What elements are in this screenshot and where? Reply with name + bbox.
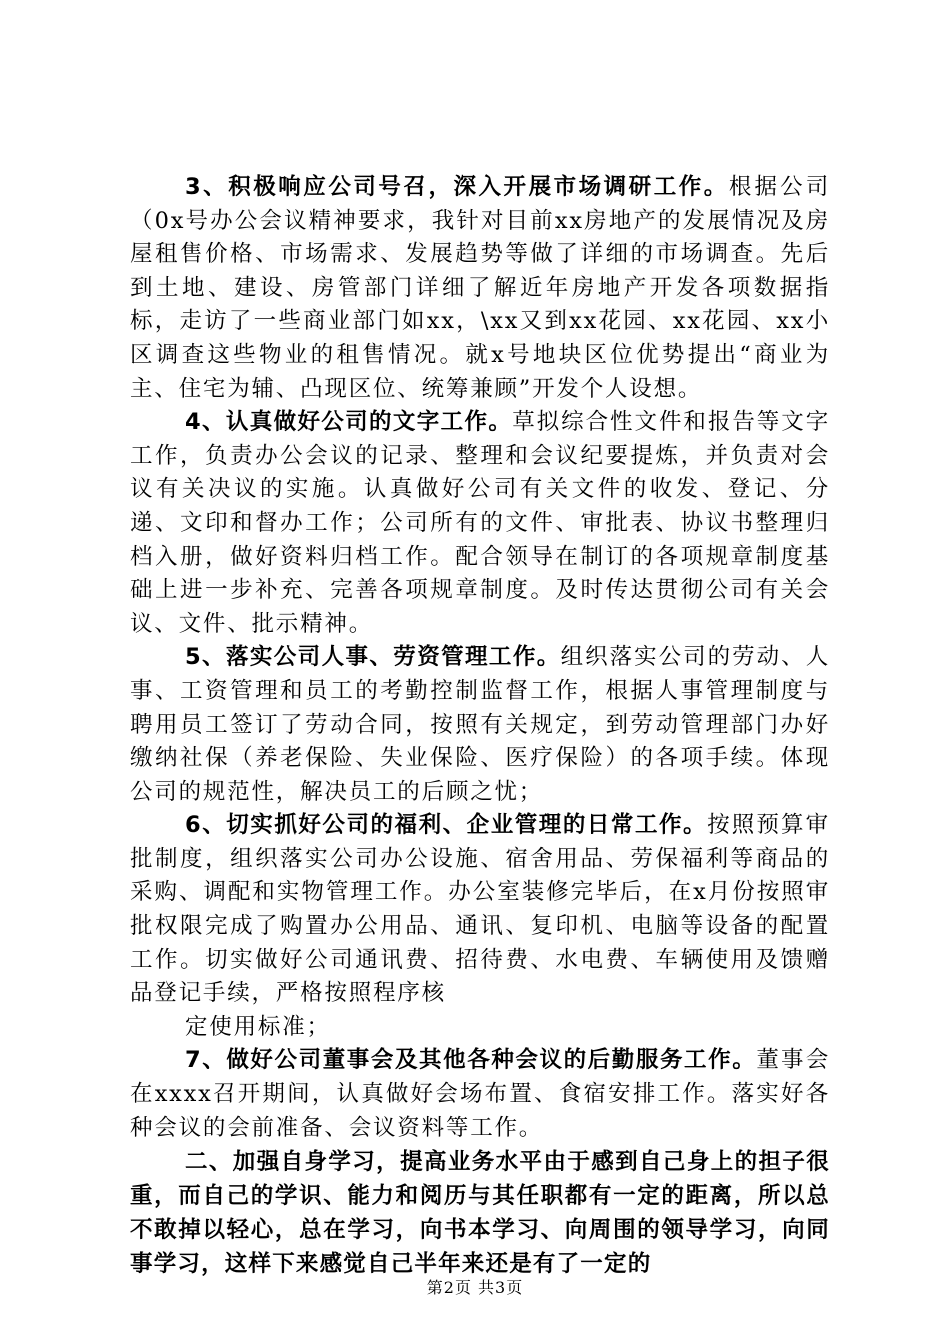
paragraph-6-heading: 6、切实抓好公司的福利、企业管理的日常工作。 [185, 812, 708, 839]
document-body [130, 171, 830, 1281]
paragraph-7 [130, 1044, 830, 1145]
paragraph-3-body: 根据公司（0x号办公会议精神要求，我针对目前xx房地产的发展情况及房屋租售价格、市场需求、发展趋势等做了详细的市场调查。先后到土地、建设、房管部门详细了解近年房地产开发各项数据指标，走访了一些商业部门如xx，\xx又到xx花园、xx花园、xx小区调查这些物业的租售情况。就x号地块区位优势提出“商业为主、住宅为辅、凸现区位、统筹兼顾”开发个人设想。 [130, 174, 831, 402]
paragraph-6 [130, 809, 830, 1011]
paragraph-6-continuation [130, 1011, 830, 1045]
page-number-footer: 第2页 共3页 [426, 1278, 524, 1297]
section-2-paragraph: 二、加强自身学习，提高业务水平由于感到自己身上的担子很重，而自己的学识、能力和阅历与其任职都有一定的距离，所以总不敢掉以轻心，总在学习，向书本学习、向周围的领导学习，向同事学习，这样下来感觉自己半年来还是有了一定的 [130, 1149, 830, 1278]
paragraph-3-heading: 3、积极响应公司号召，深入开展市场调研工作。 [185, 174, 729, 200]
paragraph-7-body: 董事会在xxxx召开期间，认真做好会场布置、食宿安排工作。落实好各种会议的会前准备、会议资料等工作。 [130, 1047, 830, 1141]
paragraph-4-body: 草拟综合性文件和报告等文字工作，负责办公会议的记录、整理和会议纪要提炼，并负责对会议有关决议的实施。认真做好公司有关文件的收发、登记、分递、文印和督办工作；公司所有的文件、审批表、协议书整理归档入册，做好资料归档工作。配合领导在制订的各项规章制度基础上进一步补充、完善各项规章制度。及时传达贯彻公司有关会议、文件、批示精神。 [130, 409, 830, 637]
paragraph-7-heading: 7、做好公司董事会及其他各种会议的后勤服务工作。 [185, 1047, 757, 1074]
paragraph-6-body: 按照预算审批制度，组织落实公司办公设施、宿舍用品、劳保福利等商品的采购、调配和实物管理工作。办公室装修完毕后，在x月份按照审批权限完成了购置办公用品、通讯、复印机、电脑等设备的配置工作。切实做好公司通讯费、招待费、水电费、车辆使用及馈赠品登记手续，严格按照程序核 [130, 812, 830, 1007]
paragraph-5-body: 组织落实公司的劳动、人事、工资管理和员工的考勤控制监督工作，根据人事管理制度与聘用员工签订了劳动合同，按照有关规定，到劳动管理部门办好缴纳社保（养老保险、失业保险、医疗保险）的各项手续。体现公司的规范性，解决员工的后顾之忧； [130, 644, 830, 805]
paragraph-5-heading: 5、落实公司人事、劳资管理工作。 [185, 644, 561, 671]
paragraph-4 [130, 406, 830, 641]
paragraph-6-continuation-body: 定使用标准； [185, 1013, 331, 1040]
paragraph-4-heading: 4、认真做好公司的文字工作。 [185, 409, 513, 436]
paragraph-3 [130, 171, 830, 406]
paragraph-5 [130, 641, 830, 809]
